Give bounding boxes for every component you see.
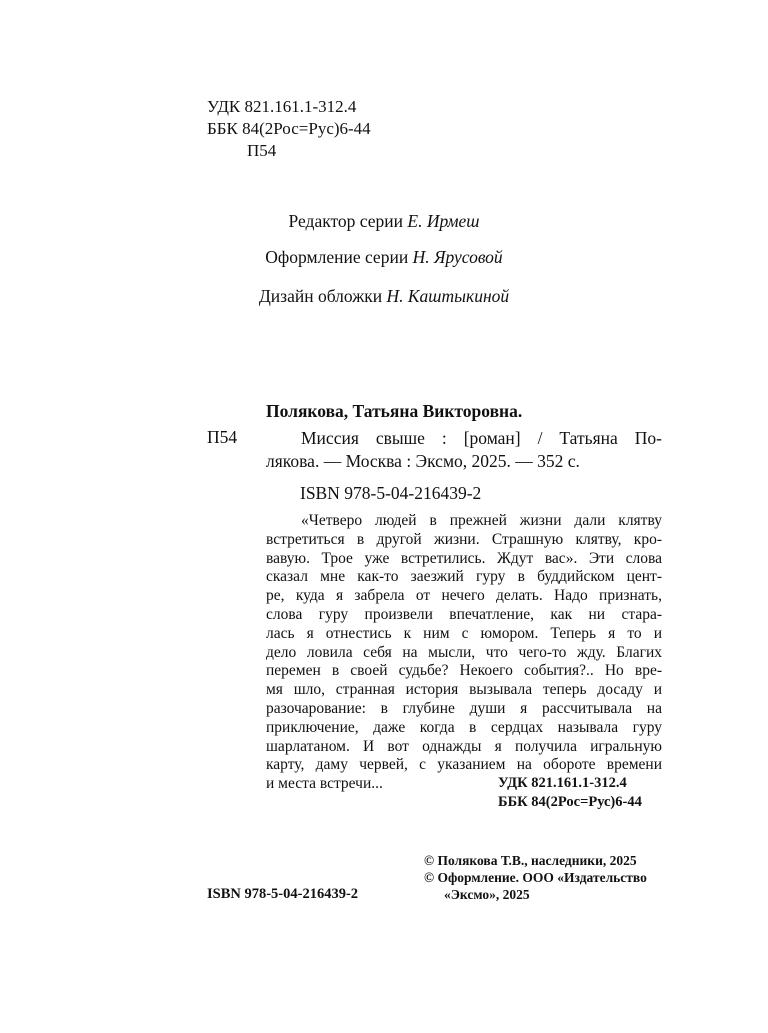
- annotation-line: встретиться в другой жизни. Страшную клятву, кро-: [266, 530, 662, 548]
- entry-author: Полякова, Татьяна Викторовна.: [266, 401, 523, 421]
- bbk-code: ББК 84(2Рос=Рус)6-44: [207, 119, 371, 138]
- annotation-line: слова гуру произвели впечатление, как ни стара-: [266, 605, 662, 623]
- footer-codes: [498, 774, 642, 812]
- credit-role: Редактор серии: [288, 211, 404, 231]
- annotation-line: карту, даму червей, с указанием на обороте времени: [266, 756, 662, 774]
- footer-isbn: ISBN 978-5-04-216439-2: [207, 886, 359, 902]
- entry-code: П54: [207, 427, 238, 447]
- annotation-line: «Четверо людей в прежней жизни дали клятву: [301, 512, 662, 529]
- footer-bbk: ББК 84(2Рос=Рус)6-44: [498, 794, 642, 810]
- entry-title: [266, 427, 662, 473]
- credit-series-design: [0, 247, 768, 268]
- annotation-line: сказал мне как-то заезжий гуру в буддийском цент-: [266, 568, 662, 586]
- annotation-line: лась я отнестись к ним с юмором. Теперь я то и: [266, 624, 662, 642]
- annotation-line: шарлатаном. И вот однажды я получила игральную: [266, 737, 662, 755]
- entry-isbn: ISBN 978-5-04-216439-2: [300, 483, 482, 503]
- credit-person: Н. Каштыкиной: [386, 286, 510, 306]
- annotation-line: приключение, даже когда в сердцах называла гуру: [266, 718, 662, 736]
- credit-role: Дизайн обложки: [258, 286, 383, 306]
- annotation-line: перемен в своей судьбе? Некоего события?.. Но вре-: [266, 662, 662, 680]
- annotation-line: вавую. Трое уже встретились. Ждут вас». Эти слова: [266, 549, 662, 567]
- annotation-line: мя шло, странная история вызывала теперь досаду и: [266, 681, 662, 699]
- annotation: [266, 512, 662, 794]
- annotation-line: разочарование: в глубине души я рассчитывала на: [266, 699, 662, 717]
- entry-title-line: Миссия свыше : [роман] / Татьяна По-: [301, 428, 662, 448]
- credit-series-editor: [0, 211, 768, 232]
- annotation-line: ре, куда я забрела от нечего делать. Надо признать,: [266, 587, 662, 605]
- classification-codes: [207, 96, 371, 162]
- entry-title-line: лякова. — Москва : Эксмо, 2025. — 352 с.: [266, 451, 580, 471]
- credit-role: Оформление серии: [265, 247, 409, 267]
- credit-cover-design: [0, 286, 768, 307]
- annotation-line: и места встречи...: [266, 775, 383, 793]
- copyright-block: [424, 852, 647, 903]
- credit-person: Е. Ирмеш: [407, 211, 480, 231]
- copyright-design: © Оформление. ООО «Издательство: [424, 870, 647, 885]
- author-code: П54: [247, 141, 277, 160]
- annotation-line: дело ловила себя на мысли, что чего-то жду. Благих: [266, 643, 662, 661]
- copyright-author: © Полякова Т.В., наследники, 2025: [424, 853, 637, 868]
- udk-code: УДК 821.161.1-312.4: [207, 97, 357, 116]
- credit-person: Н. Ярусовой: [412, 247, 503, 267]
- copyright-design-cont: «Эксмо», 2025: [444, 887, 530, 902]
- footer-udk: УДК 821.161.1-312.4: [498, 775, 627, 791]
